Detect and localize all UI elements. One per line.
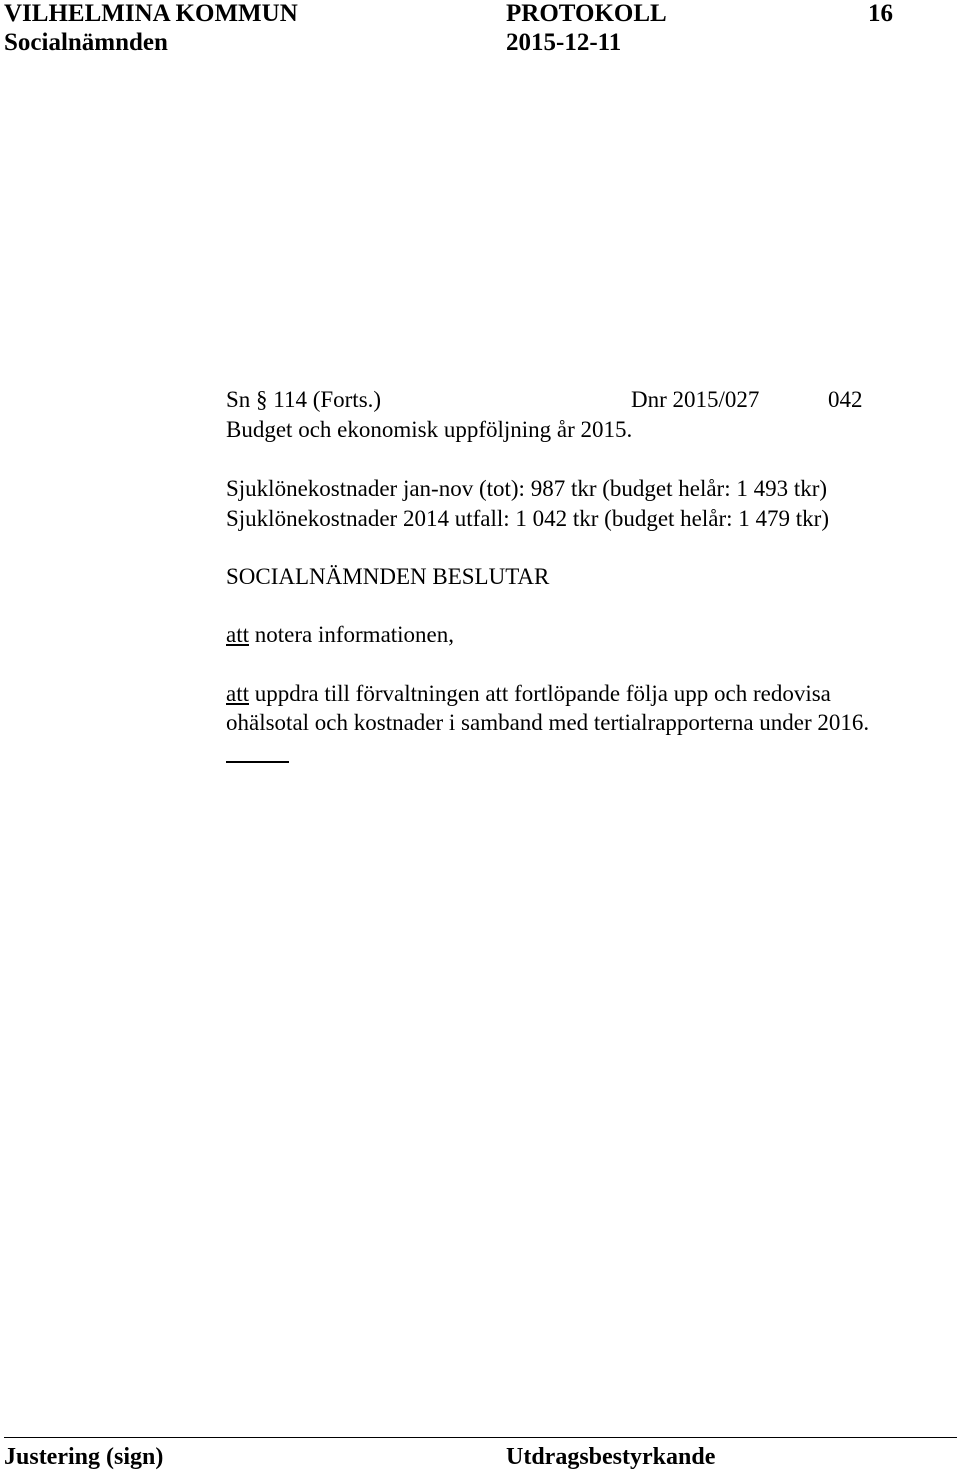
diary-number: Dnr 2015/027: [631, 387, 760, 412]
committee-name: Socialnämnden: [4, 29, 168, 56]
decision-2-continuation: ohälsotal och kostnader i samband med tertialrapporterna under 2016.: [226, 710, 870, 735]
decision-1-text: notera informationen,: [249, 622, 455, 647]
section-end-rule: [226, 761, 289, 763]
footer-utdragsbestyrkande: Utdragsbestyrkande: [506, 1444, 716, 1470]
meeting-date: 2015-12-11: [506, 29, 622, 56]
decision-heading: SOCIALNÄMNDEN BESLUTAR: [226, 564, 550, 589]
classification-code: 042: [828, 387, 863, 412]
decision-2-prefix: att: [226, 681, 249, 706]
sick-pay-cost-line-2: Sjuklönekostnader 2014 utfall: 1 042 tkr (budget helår: 1 479 tkr): [226, 506, 829, 531]
paragraph-reference: Sn § 114 (Forts.): [226, 387, 382, 412]
footer-justering: Justering (sign): [4, 1444, 164, 1470]
decision-1-prefix: att: [226, 622, 249, 647]
page-number: 16: [868, 0, 893, 27]
decision-item-2: [226, 680, 831, 708]
document-type: PROTOKOLL: [506, 0, 667, 27]
sick-pay-cost-line-1: Sjuklönekostnader jan-nov (tot): 987 tkr (budget helår: 1 493 tkr): [226, 476, 828, 501]
municipality-name: VILHELMINA KOMMUN: [4, 0, 298, 27]
footer-rule: [4, 1437, 957, 1438]
decision-item-1: [226, 621, 454, 649]
section-title: Budget och ekonomisk uppföljning år 2015.: [226, 417, 633, 442]
decision-2-text: uppdra till förvaltningen att fortlöpande följa upp och redovisa: [249, 681, 831, 706]
